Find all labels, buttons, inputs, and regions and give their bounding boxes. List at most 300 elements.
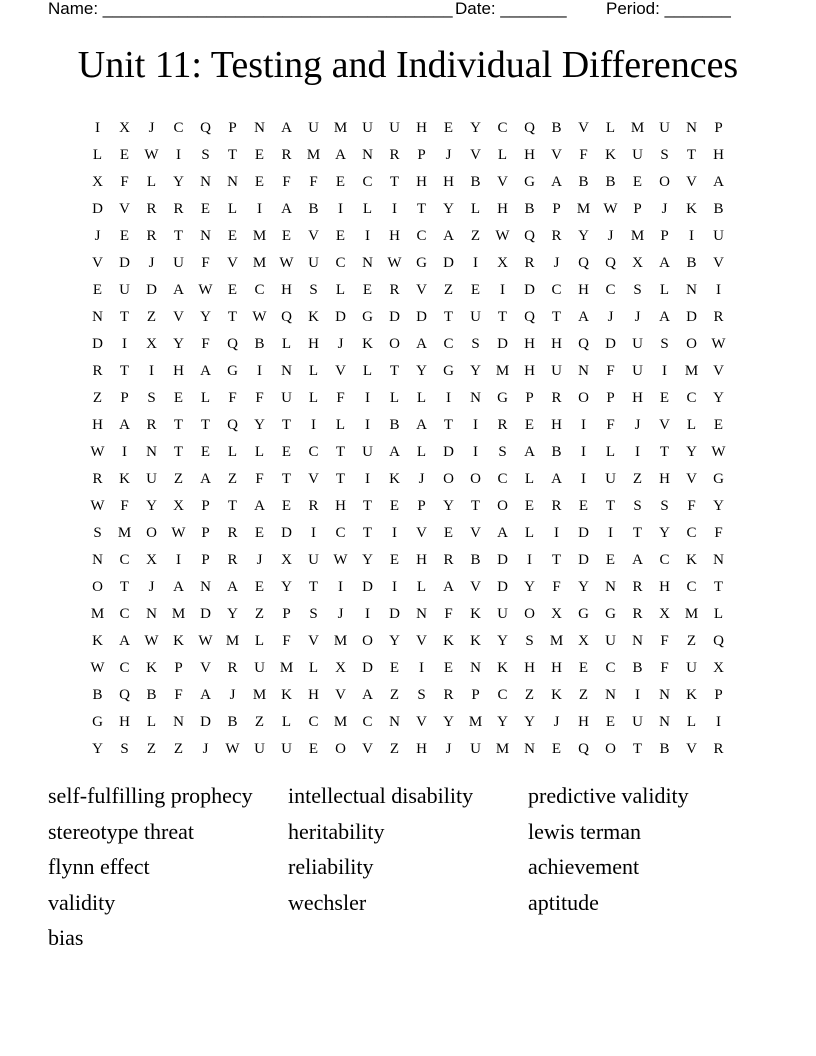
grid-letter[interactable]: T <box>389 174 400 190</box>
grid-letter[interactable]: T <box>173 417 184 433</box>
grid-letter[interactable]: F <box>579 147 588 163</box>
grid-letter[interactable]: F <box>201 336 210 352</box>
grid-letter[interactable]: B <box>227 714 238 730</box>
grid-letter[interactable]: R <box>443 552 454 568</box>
grid-letter[interactable]: D <box>335 309 346 325</box>
grid-letter[interactable]: E <box>443 660 454 676</box>
grid-letter[interactable]: C <box>119 606 130 622</box>
grid-letter[interactable]: E <box>281 444 292 460</box>
grid-letter[interactable]: I <box>365 471 370 487</box>
date-field[interactable]: Date: _______ <box>455 0 567 18</box>
grid-letter[interactable]: L <box>146 174 157 190</box>
grid-letter[interactable]: Z <box>389 741 400 757</box>
grid-letter[interactable]: I <box>176 552 181 568</box>
grid-letter[interactable]: U <box>632 147 643 163</box>
grid-letter[interactable]: R <box>146 417 157 433</box>
grid-letter[interactable]: J <box>256 552 263 568</box>
grid-letter[interactable]: D <box>605 336 616 352</box>
grid-letter[interactable]: R <box>146 228 157 244</box>
grid-letter[interactable]: Q <box>227 417 238 433</box>
grid-letter[interactable]: R <box>524 255 535 271</box>
grid-letter[interactable]: L <box>659 282 670 298</box>
grid-letter[interactable]: V <box>551 147 562 163</box>
grid-letter[interactable]: T <box>227 309 238 325</box>
grid-letter[interactable]: P <box>714 120 723 136</box>
grid-letter[interactable]: Y <box>524 714 535 730</box>
grid-letter[interactable]: F <box>282 174 291 190</box>
grid-letter[interactable]: E <box>335 174 346 190</box>
grid-letter[interactable]: E <box>227 228 238 244</box>
grid-letter[interactable]: X <box>551 606 562 622</box>
grid-letter[interactable]: S <box>147 390 156 406</box>
grid-letter[interactable]: U <box>281 390 292 406</box>
grid-letter[interactable]: F <box>228 390 237 406</box>
grid-letter[interactable]: L <box>605 120 616 136</box>
grid-letter[interactable]: H <box>659 471 670 487</box>
grid-letter[interactable]: M <box>90 606 105 622</box>
grid-letter[interactable]: S <box>471 336 480 352</box>
grid-letter[interactable]: A <box>443 228 454 244</box>
grid-letter[interactable]: Y <box>578 228 589 244</box>
grid-letter[interactable]: U <box>362 120 373 136</box>
grid-letter[interactable]: C <box>335 255 346 271</box>
grid-letter[interactable]: W <box>90 444 105 460</box>
grid-letter[interactable]: B <box>389 417 400 433</box>
grid-letter[interactable]: R <box>551 498 562 514</box>
grid-letter[interactable]: T <box>551 552 562 568</box>
grid-letter[interactable]: D <box>92 336 103 352</box>
grid-letter[interactable]: C <box>443 336 454 352</box>
grid-letter[interactable]: Y <box>686 444 697 460</box>
grid-letter[interactable]: Y <box>443 714 454 730</box>
grid-letter[interactable]: L <box>335 417 346 433</box>
grid-letter[interactable]: K <box>281 687 292 703</box>
grid-letter[interactable]: N <box>200 228 211 244</box>
grid-letter[interactable]: N <box>200 174 211 190</box>
grid-letter[interactable]: O <box>686 336 697 352</box>
grid-letter[interactable]: X <box>632 255 643 271</box>
grid-letter[interactable]: E <box>524 498 535 514</box>
grid-letter[interactable]: I <box>716 714 721 730</box>
grid-letter[interactable]: U <box>308 255 319 271</box>
grid-letter[interactable]: I <box>446 390 451 406</box>
grid-letter[interactable]: M <box>576 201 591 217</box>
grid-letter[interactable]: U <box>308 120 319 136</box>
grid-letter[interactable]: F <box>201 255 210 271</box>
grid-letter[interactable]: H <box>524 660 535 676</box>
grid-letter[interactable]: W <box>387 255 402 271</box>
grid-letter[interactable]: V <box>362 741 373 757</box>
grid-letter[interactable]: L <box>713 606 724 622</box>
grid-letter[interactable]: C <box>686 579 697 595</box>
grid-letter[interactable]: J <box>148 255 155 271</box>
grid-letter[interactable]: V <box>200 660 211 676</box>
grid-letter[interactable]: N <box>281 363 292 379</box>
grid-letter[interactable]: Z <box>389 687 400 703</box>
grid-letter[interactable]: E <box>524 417 535 433</box>
grid-letter[interactable]: E <box>92 282 103 298</box>
grid-letter[interactable]: P <box>660 228 669 244</box>
grid-letter[interactable]: V <box>497 174 508 190</box>
grid-letter[interactable]: N <box>254 120 265 136</box>
grid-letter[interactable]: D <box>146 282 157 298</box>
grid-letter[interactable]: Y <box>470 363 481 379</box>
grid-letter[interactable]: I <box>311 417 316 433</box>
grid-letter[interactable]: Y <box>173 174 184 190</box>
grid-letter[interactable]: K <box>362 336 373 352</box>
grid-letter[interactable]: C <box>119 660 130 676</box>
grid-letter[interactable]: J <box>553 255 560 271</box>
grid-letter[interactable]: T <box>200 417 211 433</box>
grid-letter[interactable]: B <box>146 687 157 703</box>
grid-letter[interactable]: T <box>551 309 562 325</box>
grid-letter[interactable]: V <box>119 201 130 217</box>
grid-letter[interactable]: Q <box>524 309 535 325</box>
grid-letter[interactable]: I <box>473 417 478 433</box>
grid-letter[interactable]: I <box>365 228 370 244</box>
grid-letter[interactable]: A <box>119 633 130 649</box>
grid-letter[interactable]: B <box>686 255 697 271</box>
grid-letter[interactable]: I <box>95 120 100 136</box>
grid-letter[interactable]: D <box>416 309 427 325</box>
grid-letter[interactable]: M <box>333 714 348 730</box>
grid-letter[interactable]: V <box>308 228 319 244</box>
grid-letter[interactable]: V <box>416 282 427 298</box>
grid-letter[interactable]: H <box>578 714 589 730</box>
grid-letter[interactable]: D <box>200 606 211 622</box>
grid-letter[interactable]: P <box>174 660 183 676</box>
grid-letter[interactable]: J <box>445 741 452 757</box>
grid-letter[interactable]: T <box>173 228 184 244</box>
grid-letter[interactable]: Y <box>362 552 373 568</box>
grid-letter[interactable]: O <box>524 606 535 622</box>
grid-letter[interactable]: E <box>713 417 724 433</box>
grid-letter[interactable]: I <box>581 444 586 460</box>
grid-letter[interactable]: C <box>659 552 670 568</box>
grid-letter[interactable]: A <box>227 579 238 595</box>
grid-letter[interactable]: N <box>713 552 724 568</box>
grid-letter[interactable]: D <box>578 525 589 541</box>
grid-letter[interactable]: T <box>308 579 319 595</box>
grid-letter[interactable]: J <box>202 741 209 757</box>
grid-letter[interactable]: N <box>200 579 211 595</box>
grid-letter[interactable]: I <box>527 552 532 568</box>
grid-letter[interactable]: Y <box>497 714 508 730</box>
grid-letter[interactable]: F <box>660 633 669 649</box>
grid-letter[interactable]: I <box>581 417 586 433</box>
grid-letter[interactable]: Z <box>173 741 184 757</box>
grid-letter[interactable]: C <box>686 390 697 406</box>
grid-letter[interactable]: R <box>389 147 400 163</box>
grid-letter[interactable]: Y <box>497 633 508 649</box>
grid-letter[interactable]: B <box>713 201 724 217</box>
grid-letter[interactable]: H <box>524 336 535 352</box>
grid-letter[interactable]: H <box>416 552 427 568</box>
grid-letter[interactable]: R <box>632 606 643 622</box>
grid-letter[interactable]: A <box>335 147 346 163</box>
grid-letter[interactable]: Z <box>632 471 643 487</box>
grid-letter[interactable]: S <box>633 282 642 298</box>
grid-letter[interactable]: V <box>686 471 697 487</box>
grid-letter[interactable]: E <box>254 147 265 163</box>
grid-letter[interactable]: I <box>176 147 181 163</box>
grid-letter[interactable]: G <box>713 471 724 487</box>
grid-letter[interactable]: Z <box>524 687 535 703</box>
grid-letter[interactable]: C <box>497 471 508 487</box>
grid-letter[interactable]: V <box>470 525 481 541</box>
grid-letter[interactable]: X <box>659 606 670 622</box>
grid-letter[interactable]: W <box>171 525 186 541</box>
grid-letter[interactable]: J <box>229 687 236 703</box>
grid-letter[interactable]: Y <box>146 498 157 514</box>
grid-letter[interactable]: C <box>362 174 373 190</box>
grid-letter[interactable]: D <box>578 552 589 568</box>
grid-letter[interactable]: D <box>686 309 697 325</box>
grid-letter[interactable]: A <box>659 309 670 325</box>
grid-letter[interactable]: L <box>308 390 319 406</box>
grid-letter[interactable]: V <box>470 147 481 163</box>
grid-letter[interactable]: I <box>473 255 478 271</box>
grid-letter[interactable]: U <box>632 336 643 352</box>
grid-letter[interactable]: Z <box>227 471 238 487</box>
grid-letter[interactable]: V <box>659 417 670 433</box>
grid-letter[interactable]: G <box>416 255 427 271</box>
grid-letter[interactable]: J <box>661 201 668 217</box>
grid-letter[interactable]: R <box>227 660 238 676</box>
grid-letter[interactable]: H <box>551 336 562 352</box>
grid-letter[interactable]: L <box>470 201 481 217</box>
grid-letter[interactable]: H <box>281 282 292 298</box>
grid-letter[interactable]: E <box>659 390 670 406</box>
grid-letter[interactable]: Z <box>443 282 454 298</box>
grid-letter[interactable]: V <box>713 255 724 271</box>
grid-letter[interactable]: D <box>497 336 508 352</box>
grid-letter[interactable]: N <box>92 309 103 325</box>
grid-letter[interactable]: L <box>227 201 238 217</box>
grid-letter[interactable]: H <box>443 174 454 190</box>
grid-letter[interactable]: N <box>389 714 400 730</box>
grid-letter[interactable]: M <box>306 147 321 163</box>
grid-letter[interactable]: K <box>173 633 184 649</box>
grid-letter[interactable]: E <box>200 444 211 460</box>
grid-letter[interactable]: U <box>632 363 643 379</box>
grid-letter[interactable]: C <box>173 120 184 136</box>
grid-letter[interactable]: O <box>605 741 616 757</box>
grid-letter[interactable]: R <box>173 201 184 217</box>
grid-letter[interactable]: Q <box>524 228 535 244</box>
grid-letter[interactable]: U <box>551 363 562 379</box>
grid-letter[interactable]: H <box>308 687 319 703</box>
grid-letter[interactable]: C <box>416 228 427 244</box>
grid-letter[interactable]: K <box>146 660 157 676</box>
grid-letter[interactable]: L <box>416 579 427 595</box>
grid-letter[interactable]: C <box>551 282 562 298</box>
grid-letter[interactable]: S <box>417 687 426 703</box>
grid-letter[interactable]: J <box>418 471 425 487</box>
grid-letter[interactable]: J <box>337 336 344 352</box>
grid-letter[interactable]: T <box>632 741 643 757</box>
grid-letter[interactable]: Z <box>146 741 157 757</box>
grid-letter[interactable]: R <box>227 525 238 541</box>
grid-letter[interactable]: C <box>308 714 319 730</box>
grid-letter[interactable]: Z <box>254 714 265 730</box>
grid-letter[interactable]: C <box>686 525 697 541</box>
grid-letter[interactable]: Y <box>713 498 724 514</box>
grid-letter[interactable]: B <box>308 201 319 217</box>
grid-letter[interactable]: E <box>254 579 265 595</box>
grid-letter[interactable]: F <box>660 660 669 676</box>
grid-letter[interactable]: Y <box>200 309 211 325</box>
grid-letter[interactable]: K <box>308 309 319 325</box>
grid-letter[interactable]: C <box>605 282 616 298</box>
grid-letter[interactable]: S <box>309 606 318 622</box>
grid-letter[interactable]: V <box>173 309 184 325</box>
grid-letter[interactable]: S <box>660 498 669 514</box>
grid-letter[interactable]: E <box>443 525 454 541</box>
grid-letter[interactable]: I <box>392 525 397 541</box>
grid-letter[interactable]: Y <box>227 606 238 622</box>
grid-letter[interactable]: W <box>603 201 618 217</box>
grid-letter[interactable]: X <box>335 660 346 676</box>
grid-letter[interactable]: E <box>335 228 346 244</box>
grid-letter[interactable]: R <box>92 471 103 487</box>
grid-letter[interactable]: R <box>551 390 562 406</box>
grid-letter[interactable]: Q <box>713 633 724 649</box>
grid-letter[interactable]: K <box>686 201 697 217</box>
grid-letter[interactable]: K <box>443 633 454 649</box>
grid-letter[interactable]: N <box>173 714 184 730</box>
grid-letter[interactable]: L <box>416 444 427 460</box>
grid-letter[interactable]: B <box>254 336 265 352</box>
grid-letter[interactable]: K <box>686 687 697 703</box>
grid-letter[interactable]: W <box>144 147 159 163</box>
grid-letter[interactable]: S <box>660 336 669 352</box>
grid-letter[interactable]: E <box>632 174 643 190</box>
grid-letter[interactable]: T <box>443 417 454 433</box>
grid-letter[interactable]: J <box>445 147 452 163</box>
grid-letter[interactable]: M <box>333 120 348 136</box>
grid-letter[interactable]: R <box>389 282 400 298</box>
grid-letter[interactable]: E <box>389 552 400 568</box>
grid-letter[interactable]: G <box>443 363 454 379</box>
grid-letter[interactable]: N <box>659 687 670 703</box>
grid-letter[interactable]: C <box>497 687 508 703</box>
grid-letter[interactable]: M <box>684 363 699 379</box>
grid-letter[interactable]: B <box>470 552 481 568</box>
grid-letter[interactable]: N <box>362 255 373 271</box>
grid-letter[interactable]: L <box>92 147 103 163</box>
grid-letter[interactable]: P <box>282 606 291 622</box>
grid-letter[interactable]: X <box>92 174 103 190</box>
grid-letter[interactable]: W <box>90 660 105 676</box>
grid-letter[interactable]: L <box>605 444 616 460</box>
grid-letter[interactable]: T <box>119 363 130 379</box>
grid-letter[interactable]: V <box>416 714 427 730</box>
grid-letter[interactable]: R <box>281 147 292 163</box>
grid-letter[interactable]: U <box>281 741 292 757</box>
grid-letter[interactable]: D <box>92 201 103 217</box>
grid-letter[interactable]: C <box>605 660 616 676</box>
grid-letter[interactable]: S <box>498 444 507 460</box>
grid-letter[interactable]: W <box>252 309 267 325</box>
grid-letter[interactable]: O <box>497 498 508 514</box>
grid-letter[interactable]: B <box>659 741 670 757</box>
grid-letter[interactable]: D <box>497 579 508 595</box>
grid-letter[interactable]: L <box>686 417 697 433</box>
grid-letter[interactable]: Y <box>524 579 535 595</box>
grid-letter[interactable]: L <box>362 363 373 379</box>
grid-letter[interactable]: I <box>662 363 667 379</box>
grid-letter[interactable]: R <box>713 309 724 325</box>
grid-letter[interactable]: M <box>252 228 267 244</box>
grid-letter[interactable]: H <box>416 120 427 136</box>
grid-letter[interactable]: L <box>524 471 535 487</box>
grid-letter[interactable]: H <box>551 417 562 433</box>
grid-letter[interactable]: J <box>634 417 641 433</box>
grid-letter[interactable]: A <box>281 120 292 136</box>
grid-letter[interactable]: N <box>146 444 157 460</box>
grid-letter[interactable]: E <box>281 228 292 244</box>
grid-letter[interactable]: X <box>713 660 724 676</box>
grid-letter[interactable]: K <box>497 660 508 676</box>
grid-letter[interactable]: W <box>711 444 726 460</box>
grid-letter[interactable]: H <box>578 282 589 298</box>
grid-letter[interactable]: Q <box>200 120 211 136</box>
grid-letter[interactable]: R <box>497 417 508 433</box>
grid-letter[interactable]: N <box>659 714 670 730</box>
grid-letter[interactable]: L <box>200 390 211 406</box>
grid-letter[interactable]: L <box>362 201 373 217</box>
grid-letter[interactable]: W <box>144 633 159 649</box>
grid-letter[interactable]: L <box>146 714 157 730</box>
grid-letter[interactable]: Y <box>443 498 454 514</box>
grid-letter[interactable]: U <box>470 309 481 325</box>
grid-letter[interactable]: H <box>173 363 184 379</box>
grid-letter[interactable]: T <box>713 579 724 595</box>
grid-letter[interactable]: D <box>389 606 400 622</box>
grid-letter[interactable]: K <box>551 687 562 703</box>
grid-letter[interactable]: U <box>173 255 184 271</box>
grid-letter[interactable]: P <box>525 390 534 406</box>
grid-letter[interactable]: A <box>416 417 427 433</box>
grid-letter[interactable]: L <box>281 714 292 730</box>
grid-letter[interactable]: E <box>470 282 481 298</box>
grid-letter[interactable]: M <box>630 228 645 244</box>
grid-letter[interactable]: I <box>392 579 397 595</box>
grid-letter[interactable]: T <box>173 444 184 460</box>
grid-letter[interactable]: U <box>389 120 400 136</box>
grid-letter[interactable]: U <box>254 741 265 757</box>
grid-letter[interactable]: S <box>309 282 318 298</box>
grid-letter[interactable]: R <box>632 579 643 595</box>
grid-letter[interactable]: W <box>225 741 240 757</box>
grid-letter[interactable]: E <box>119 147 130 163</box>
grid-letter[interactable]: W <box>711 336 726 352</box>
grid-letter[interactable]: H <box>497 201 508 217</box>
grid-letter[interactable]: X <box>281 552 292 568</box>
grid-letter[interactable]: I <box>608 525 613 541</box>
grid-letter[interactable]: O <box>578 390 589 406</box>
grid-letter[interactable]: E <box>389 498 400 514</box>
grid-letter[interactable]: Z <box>146 309 157 325</box>
grid-letter[interactable]: S <box>633 498 642 514</box>
grid-letter[interactable]: P <box>201 525 210 541</box>
grid-letter[interactable]: T <box>335 471 346 487</box>
grid-letter[interactable]: Z <box>686 633 697 649</box>
grid-letter[interactable]: I <box>500 282 505 298</box>
grid-letter[interactable]: N <box>632 633 643 649</box>
grid-letter[interactable]: A <box>200 687 211 703</box>
